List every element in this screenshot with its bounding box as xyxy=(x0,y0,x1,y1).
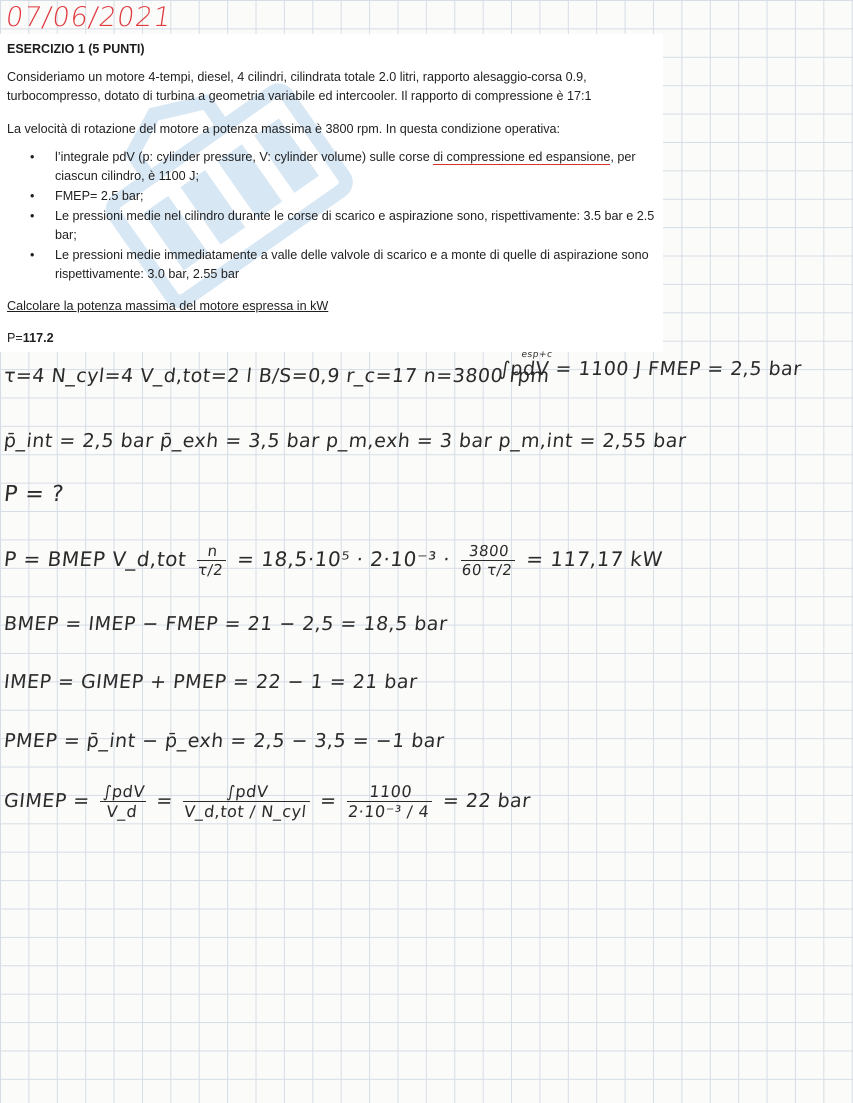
exercise-question: Calcolare la potenza massima del motore espressa in kW xyxy=(7,299,329,313)
exercise-speed: La velocità di rotazione del motore a potenza massima è 3800 rpm. In questa condizione operativa: xyxy=(7,122,561,136)
notes-power-formula: P = BMEP V_d,tot $\frac{n}{\tau/2}$ = 18,5·10⁵ · 2·10⁻³ · $\frac{3800}{60 \tau/2}$ = 117,17 kW xyxy=(2,542,664,579)
handwritten-date: 07/06/2021 xyxy=(3,2,174,33)
exercise-title: ESERCIZIO 1 (5 PUNTI) xyxy=(7,42,145,56)
notes-bmep: BMEP = IMEP − FMEP = 21 − 2,5 = 18,5 bar xyxy=(2,613,449,635)
exercise-sheet xyxy=(0,34,663,352)
exercise-intro: Consideriamo un motore 4-tempi, diesel, 4 cilindri, cilindrata totale 2.0 litri, rapporto alesaggio-corsa 0.9, turbocompresso, dotato di turbina a geometria variabile ed intercooler. Il rapporto di compressione è 17:1 xyxy=(7,70,592,103)
list-item: • Le pressioni medie immediatamente a valle delle valvole di scarico e a monte di quelle di aspirazione sono rispettivamente: 3.0 bar, 2.55 bar xyxy=(30,248,649,281)
bullet-icon: • xyxy=(30,150,35,164)
bullet-icon: • xyxy=(30,248,35,262)
bullet-icon: • xyxy=(30,209,35,223)
notes-gimep: GIMEP = $\frac{\text{∫pdV}}{V\_d}$ = $\frac{\text{∫pdV}}{\text{V\_d,tot / N\_cyl}}$ = $\frac{1100}{\text{2·10⁻³ / 4}}$ = 22 bar xyxy=(2,782,532,821)
conditions-list xyxy=(0,148,660,285)
notes-unknown: P = ? xyxy=(2,482,66,507)
notes-imep: IMEP = GIMEP + PMEP = 22 − 1 = 21 bar xyxy=(2,671,419,693)
bullet-icon: • xyxy=(30,189,35,203)
notes-given-data: τ=4 N_cyl=4 V_d,tot=2 l B/S=0,9 r_c=17 n=3800 rpm xyxy=(2,365,551,387)
list-item: • l’integrale pdV (p: cylinder pressure, V: cylinder volume) sulle corse di compressione ed espansione, per ciascun cilindro, è 1100 J; xyxy=(30,150,636,183)
exercise-answer: P=117.2 xyxy=(7,331,54,345)
list-item: • Le pressioni medie nel cilindro durante le corse di scarico e aspirazione sono, rispettivamente: 3.5 bar e 2.5 bar; xyxy=(30,209,655,242)
notes-pressures: p̄_int = 2,5 bar p̄_exh = 3,5 bar p_m,exh = 3 bar p_m,int = 2,55 bar xyxy=(2,430,688,452)
highlighted-phrase: di compressione ed espansione xyxy=(433,150,611,164)
notes-integral-fmep: esp+c ∫pdV = 1100 J FMEP = 2,5 bar xyxy=(498,350,803,380)
list-item: • FMEP= 2.5 bar; xyxy=(0,187,660,206)
notes-pmep: PMEP = p̄_int − p̄_exh = 2,5 − 3,5 = −1 bar xyxy=(2,730,446,752)
